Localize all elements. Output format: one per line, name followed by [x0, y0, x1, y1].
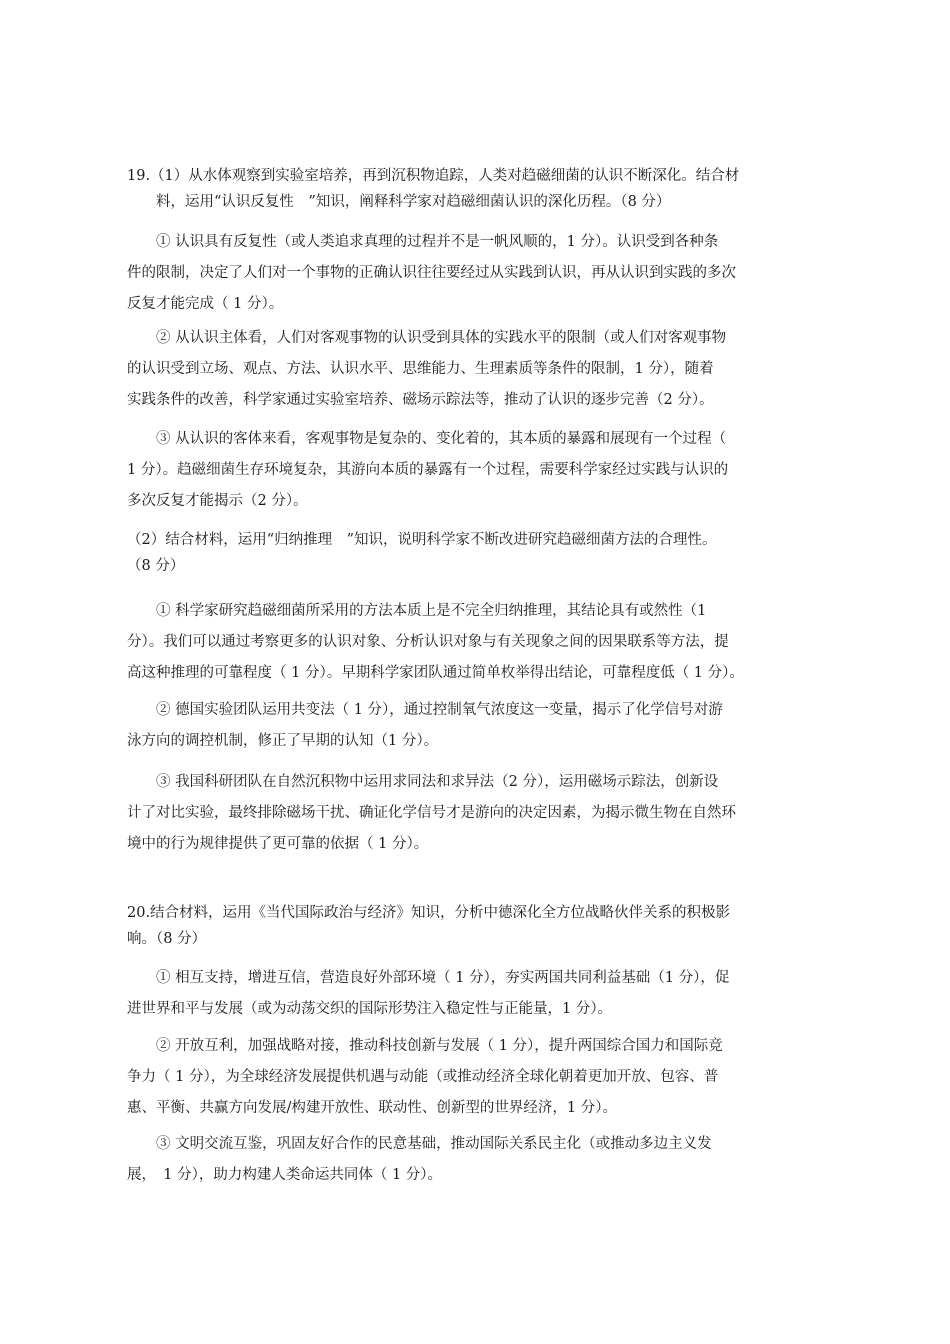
question-line: 响。（8 分）	[127, 931, 207, 947]
answer-line: 计了对比实验，最终排除磁场干扰、确证化学信号才是游向的决定因素，为揭示微生物在自然环	[127, 805, 736, 821]
answer-line: 多次反复才能揭示（2 分）。	[127, 493, 308, 509]
answer-line: 争力（ 1 分），为全球经济发展提供机遇与动能（或推动经济全球化朝着更加开放、包容、普	[127, 1069, 719, 1085]
answer-line: 境中的行为规律提供了更可靠的依据（ 1 分）。	[127, 836, 429, 852]
q19-part1-point-2	[127, 323, 827, 416]
q20-point-2	[127, 1031, 827, 1124]
q19-part1-point-3	[127, 424, 827, 517]
answer-line: 实践条件的改善，科学家通过实验室培养、磁场示踪法等，推动了认识的逐步完善（2 分）。	[127, 392, 714, 408]
answer-line: 惠、平衡、共赢方向发展/构建开放性、联动性、创新型的世界经济，1 分）。	[127, 1100, 617, 1116]
answer-line: 高这种推理的可靠程度（ 1 分）。早期科学家团队通过简单枚举得出结论，可靠程度低（ 1 分）。	[127, 665, 744, 681]
question-line: （2）结合材料，运用“归纳推理 ”知识，说明科学家不断改进研究趋磁细菌方法的合理性。	[127, 532, 717, 548]
question-line: 20.结合材料，运用《当代国际政治与经济》知识，分析中德深化全方位战略伙伴关系的积极影	[127, 905, 731, 921]
answer-line: ① 认识具有反复性（或人类追求真理的过程并不是一帆风顺的，1 分）。认识受到各种条	[127, 234, 719, 250]
answer-line: 泳方向的调控机制，修正了早期的认知（1 分）。	[127, 733, 439, 749]
answer-line: 分）。我们可以通过考察更多的认识对象、分析认识对象与有关现象之间的因果联系等方法，提	[127, 634, 729, 650]
q19-part1-question	[127, 163, 827, 215]
q20-point-3	[127, 1129, 827, 1191]
answer-line: ② 德国实验团队运用共变法（ 1 分），通过控制氧气浓度这一变量，揭示了化学信号对游	[127, 702, 723, 718]
answer-line: ③ 从认识的客体来看，客观事物是复杂的、变化着的，其本质的暴露和展现有一个过程（	[127, 431, 727, 447]
answer-line: ① 科学家研究趋磁细菌所采用的方法本质上是不完全归纳推理，其结论具有或然性（1	[127, 603, 707, 619]
question-line: （8 分）	[127, 558, 185, 574]
answer-line: 展， 1 分），助力构建人类命运共同体（ 1 分）。	[127, 1167, 443, 1183]
question-line: 19.（1）从水体观察到实验室培养，再到沉积物追踪，人类对趋磁细菌的认识不断深化。结合材	[127, 168, 740, 184]
q19-part2-point-2	[127, 695, 827, 757]
answer-line: ③ 我国科研团队在自然沉积物中运用求同法和求异法（2 分），运用磁场示踪法，创新设	[127, 774, 719, 790]
answer-line: ③ 文明交流互鉴，巩固友好合作的民意基础，推动国际关系民主化（或推动多边主义发	[127, 1136, 712, 1152]
q19-part2-point-1	[127, 596, 827, 689]
answer-line: 的认识受到立场、观点、方法、认识水平、思维能力、生理素质等条件的限制，1 分），随着	[127, 361, 714, 377]
answer-line: 件的限制，决定了人们对一个事物的正确认识往往要经过从实践到认识，再从认识到实践的多次	[127, 265, 736, 281]
answer-line: ① 相互支持，增进互信，营造良好外部环境（ 1 分），夯实两国共同利益基础（1 分），促	[127, 970, 730, 986]
q19-part1-point-1	[127, 227, 827, 320]
answer-line: 1 分）。趋磁细菌生存环境复杂，其游向本质的暴露有一个过程，需要科学家经过实践与认识的	[127, 462, 729, 478]
answer-line: ② 开放互利，加强战略对接，推动科技创新与发展（ 1 分），提升两国综合国力和国际竞	[127, 1038, 723, 1054]
answer-line: 进世界和平与发展（或为动荡交织的国际形势注入稳定性与正能量，1 分）。	[127, 1001, 613, 1017]
q20-question	[127, 900, 827, 952]
question-line: 料，运用“认识反复性 ”知识，阐释科学家对趋磁细菌认识的深化历程。（8 分）	[127, 194, 671, 210]
q19-part2-question	[127, 527, 827, 579]
answer-line: ② 从认识主体看，人们对客观事物的认识受到具体的实践水平的限制（或人们对客观事物	[127, 330, 727, 346]
answer-line: 反复才能完成（ 1 分）。	[127, 296, 284, 312]
q19-part2-point-3	[127, 767, 827, 860]
q20-point-1	[127, 963, 827, 1025]
